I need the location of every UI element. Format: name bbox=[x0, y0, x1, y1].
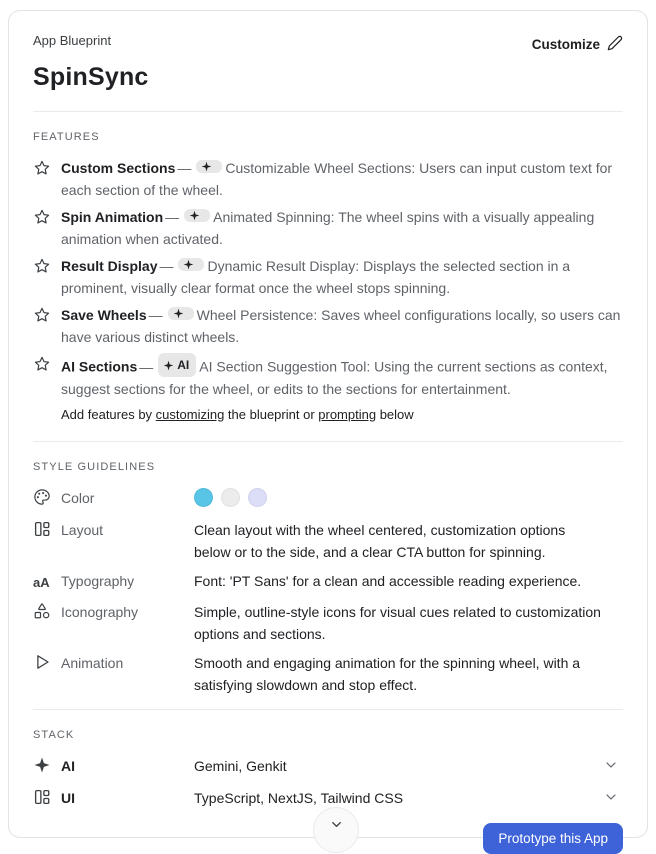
row-value: TypeScript, NextJS, Tailwind CSS bbox=[194, 789, 404, 806]
feature-item: Save Wheels — Wheel Persistence: Saves wheel configurations locally, so users can have various distinct wheels. bbox=[33, 304, 623, 348]
chevron-down-icon bbox=[329, 817, 344, 843]
divider bbox=[33, 709, 623, 710]
shapes-icon bbox=[33, 602, 61, 626]
guideline-row bbox=[33, 487, 623, 512]
play-icon bbox=[33, 653, 61, 677]
chevron-down-icon[interactable] bbox=[603, 757, 623, 779]
sparkle-icon bbox=[33, 756, 61, 780]
layout-icon bbox=[33, 788, 61, 812]
row-label: Animation bbox=[61, 654, 124, 671]
stack-list bbox=[33, 755, 623, 812]
feature-item: Custom Sections — Customizable Wheel Sections: Users can input custom text for each section of the wheel. bbox=[33, 157, 623, 201]
guideline-row bbox=[33, 519, 623, 563]
row-label: UI bbox=[61, 789, 75, 806]
customize-button[interactable] bbox=[532, 33, 623, 56]
page-title: SpinSync bbox=[33, 63, 149, 91]
row-label: Iconography bbox=[61, 603, 139, 620]
customize-label: Customize bbox=[531, 37, 600, 52]
guideline-row bbox=[33, 570, 623, 594]
feature-description: AI Section Suggestion Tool: Using the current sections as context, suggest sections for the wheel, or edits to the sections for entertainment. bbox=[61, 358, 608, 397]
ai-badge bbox=[184, 209, 210, 222]
star-icon bbox=[33, 208, 51, 250]
row-label: AI bbox=[61, 757, 75, 774]
row-label: Typography bbox=[61, 572, 135, 589]
row-label: Color bbox=[61, 489, 95, 506]
style-guidelines-section-label: STYLE GUIDELINES bbox=[33, 460, 156, 473]
ai-badge bbox=[196, 160, 222, 173]
features-list bbox=[33, 157, 623, 400]
stack-section-label: STACK bbox=[33, 728, 75, 741]
features-note: Add features by customizing the blueprint or prompting below bbox=[61, 406, 414, 422]
feature-name: Save Wheels bbox=[61, 307, 147, 323]
typography-icon: aA bbox=[33, 574, 50, 590]
feature-name: AI Sections bbox=[61, 358, 138, 375]
feature-description: Animated Spinning: The wheel spins with a visually appealing animation when activated. bbox=[61, 209, 595, 247]
ai-badge-label: AI bbox=[177, 358, 190, 372]
color-swatch bbox=[248, 488, 267, 507]
row-value: Simple, outline-style icons for visual cues related to customization options and sections. bbox=[194, 603, 601, 642]
pencil-icon bbox=[607, 35, 623, 54]
feature-description: Wheel Persistence: Saves wheel configurations locally, so users can have various distinct wheels. bbox=[61, 307, 621, 345]
prompting-link[interactable]: prompting bbox=[318, 406, 377, 422]
guideline-row bbox=[33, 601, 623, 645]
chevron-down-icon[interactable] bbox=[603, 789, 623, 811]
star-icon bbox=[33, 159, 51, 201]
guideline-row bbox=[33, 652, 623, 696]
feature-name: Result Display bbox=[61, 258, 158, 274]
feature-description: Dynamic Result Display: Displays the selected section in a prominent, visually clear format once the wheel stops spinning. bbox=[61, 258, 571, 296]
color-swatch bbox=[221, 488, 240, 507]
color-swatches bbox=[194, 487, 603, 507]
row-value: Clean layout with the wheel centered, customization options below or to the side, and a clear CTA button for spinning. bbox=[194, 521, 566, 560]
row-value: Gemini, Genkit bbox=[194, 757, 287, 774]
features-section-label: FEATURES bbox=[33, 131, 100, 143]
expand-button[interactable] bbox=[313, 807, 359, 853]
color-swatch bbox=[194, 488, 213, 507]
customizing-link[interactable]: customizing bbox=[155, 406, 225, 422]
palette-icon bbox=[33, 488, 61, 512]
ai-badge bbox=[168, 307, 194, 320]
prototype-button[interactable]: Prototype this App bbox=[483, 823, 623, 854]
feature-name: Custom Sections bbox=[61, 160, 176, 176]
feature-item: Spin Animation — Animated Spinning: The wheel spins with a visually appealing animation when activated. bbox=[33, 206, 623, 250]
row-value: Smooth and engaging animation for the spinning wheel, with a satisfying slowdown and stop effect. bbox=[194, 654, 581, 693]
style-guidelines-list bbox=[33, 487, 623, 696]
row-value: Font: 'PT Sans' for a clean and accessible reading experience. bbox=[194, 572, 582, 589]
feature-item: Result Display — Dynamic Result Display: Displays the selected section in a prominent, visually clear format once the wheel stops spinning. bbox=[33, 255, 623, 299]
feature-name: Spin Animation bbox=[61, 209, 164, 225]
app-blueprint-card bbox=[8, 10, 648, 846]
ai-badge bbox=[158, 353, 196, 377]
ai-badge bbox=[178, 258, 204, 271]
star-icon bbox=[33, 257, 51, 299]
eyebrow-label: App Blueprint bbox=[33, 33, 112, 48]
divider bbox=[33, 441, 623, 442]
divider bbox=[33, 111, 623, 112]
star-icon bbox=[33, 306, 51, 348]
layout-icon bbox=[33, 520, 61, 544]
star-icon bbox=[33, 355, 51, 400]
stack-row[interactable] bbox=[33, 755, 623, 780]
feature-description: Customizable Wheel Sections: Users can input custom text for each section of the wheel. bbox=[61, 160, 613, 198]
feature-item: AI Sections — AI AI Section Suggestion Tool: Using the current sections as context, suggest sections for the wheel, or edits to the sections for entertainment. bbox=[33, 353, 623, 400]
row-label: Layout bbox=[61, 521, 104, 538]
